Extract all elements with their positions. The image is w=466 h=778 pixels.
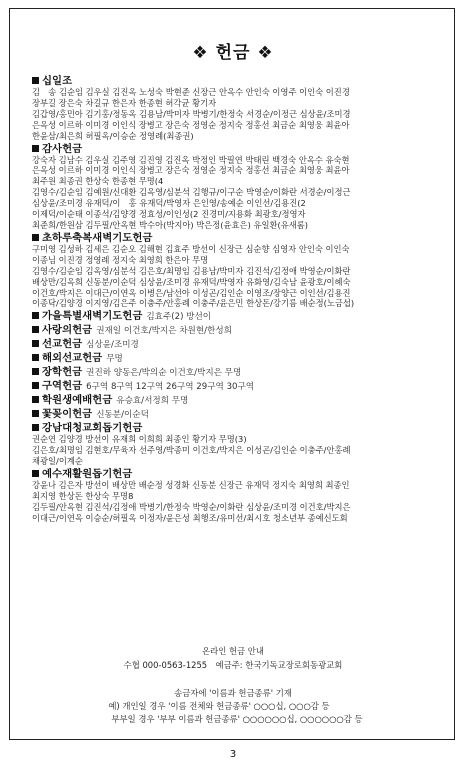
donor-line: 김은호/최명임 김현호/무육자 선주영/박종미 이건호/박지은 이성곤/김인순 이충주/안홍례 <box>32 445 351 456</box>
square-bullet-icon <box>32 382 39 389</box>
section-heading <box>32 352 442 365</box>
section-title: 십일조 <box>42 75 73 87</box>
online-offering-title: 온라인 헌금 안내 <box>202 646 264 656</box>
donor-line: 이종닥/김양경 이지영/김은주 이충주/안홍례 이충주/윤은민 한상돈/강기름 배순정(노금섭) <box>32 298 355 309</box>
donor-line: 배상만/김옥희 신동분/이순덕 심상윤/조미경 유재덕/박영자 유화영/김숙남 윤광호/이혜숙 <box>32 276 351 287</box>
donor-line: 최지영 한상돈 한상숙 무명8 <box>32 490 134 501</box>
square-bullet-icon <box>32 340 39 347</box>
donor-line: 김 송 김순임 김우실 김진옥 노성숙 박현준 신장근 안옥수 안인숙 이영주 이인숙 이진경 <box>32 87 350 97</box>
section-title: 예수재활원돕기헌금 <box>42 468 133 481</box>
section-donors-inline: 6구역 8구역 12구역 26구역 29구역 30구역 <box>86 382 255 393</box>
page-title: ❖ 헌금 ❖ <box>192 43 274 63</box>
section-title: 장학헌금 <box>42 366 83 379</box>
section-donors-inline: 유승효/서정희 무명 <box>116 396 189 407</box>
section-title: 초하루축복새벽기도헌금 <box>42 231 153 244</box>
square-bullet-icon <box>32 470 39 477</box>
donor-line: 장부길 장은숙 차길규 한은자 한종현 허각균 황기자 <box>32 97 217 108</box>
section-title: 감사헌금 <box>42 142 83 155</box>
section-heading <box>32 394 442 407</box>
square-bullet-icon <box>32 326 39 333</box>
section-heading <box>32 338 442 351</box>
donor-line: 이제덕/이순태 이종석/김양경 정효성/이인성(2 진경미/지용화 최광호/정영자 <box>32 209 306 220</box>
section-title: 학원생예배헌금 <box>42 394 113 407</box>
section-donors-inline: 권재일 이건호/박지은 차원현/한성희 <box>96 326 232 337</box>
donor-line: 강숙자 김남수 김우실 김주영 김진영 김진옥 박정인 박필연 박태린 백경숙 안옥수 유숙현 <box>32 154 350 165</box>
donor-line: 김영수/김순임 김옥영/심분석 김은호/최명임 김용남/박미자 김진석/김정애 박영순/이화란 <box>32 265 351 276</box>
donor-line: 김영수/김순임 김예원/신대환 김옥영/심분석 김행규/이구순 박영순/이화란 서경순/이정근 <box>32 187 351 198</box>
section-title: 강남대청교회돕기헌금 <box>42 422 143 435</box>
section-donors-inline: 무명 <box>106 354 123 365</box>
section-heading <box>32 143 442 155</box>
section-heading <box>32 232 442 244</box>
donor-line: 이건호/박지은 이대근/이연옥 이병은/남선아 이성곤/김인순 이영조/장양근 이인선/김용진 <box>32 287 351 298</box>
square-bullet-icon <box>32 234 39 241</box>
section-donors-inline: 심상윤/조미경 <box>86 340 139 351</box>
section-heading <box>32 408 442 421</box>
donor-line: 최주원 최종권 한상숙 한종현 무명(4 <box>32 176 164 187</box>
donor-line: 이종님 이진경 정영례 정지숙 최영희 한은아 무명 <box>32 254 209 265</box>
donor-line: 심상윤/조미경 유재덕/이 홍 유재덕/박영자 은인영/송예순 이인선/김용진(2 <box>32 198 306 209</box>
section-title: 구역헌금 <box>42 380 83 393</box>
section-donors-inline: 권진하 양동은/박의순 이건호/박지은 무명 <box>86 368 242 379</box>
donor-line: 강윤나 김은자 방선이 배상만 배순정 성경화 신동분 신장근 유재덕 정지숙 최영희 최종인 <box>32 480 350 491</box>
remittance-example-individual: 예) 개인일 경우 '이름 전체와 헌금종류' ○○○십, ○○○감 등 <box>108 701 330 711</box>
donor-line: 은옥성 이르하 이미경 이인식 장병고 장은숙 정영순 정지숙 정홍선 최금순 최영웅 최윤아 <box>32 165 350 176</box>
donor-line: 이대근/이연옥 이승순/허필옥 이정자/윤은성 최행조/유미선/최시호 청소년부 종예신도회 <box>32 512 348 523</box>
section-title: 가을특별새벽기도헌금 <box>42 310 143 323</box>
section-heading <box>32 380 442 393</box>
donor-line: 한윤삼/최은희 허필옥/이승순 정영례(최종권) <box>32 130 194 141</box>
section-donors-inline: 김효주(2) 방선이 <box>146 312 212 323</box>
offering-list <box>32 74 442 524</box>
donor-line: 김갑영/홍민아 김기홍/정동옥 김용남/박미자 박병기/한정숙 서경순/이정근 심상윤/조미경 <box>32 108 351 119</box>
page-number: 3 <box>229 749 237 760</box>
donor-line: 채광일/이계순 <box>32 456 83 467</box>
section-heading <box>32 75 442 87</box>
section-title: 선교헌금 <box>42 338 83 351</box>
donor-line: 최준희/한원삼 김두필/안옥현 박수아(박지아) 박은정(윤효은) 유일환(유새롬) <box>32 219 309 230</box>
section-heading <box>32 422 442 434</box>
donor-line: 권순연 김양경 방선이 유재희 이희희 최종인 황기자 무명(3) <box>32 434 247 445</box>
donor-line: 은옥성 이르하 이미경 이인식 장병고 장은숙 정영순 정지숙 정홍선 최금순 최영웅 최윤아 <box>32 119 350 130</box>
section-heading <box>32 366 442 379</box>
square-bullet-icon <box>32 410 39 417</box>
section-heading <box>32 468 442 480</box>
section-title: 사랑의헌금 <box>42 324 93 337</box>
remittance-example-couple: 부부일 경우 '부부 이름과 헌금종류' ○○○○○○십, ○○○○○○감 등 <box>111 714 363 724</box>
remittance-instruction: 송금자에 '이름과 헌금종류' 기재 <box>174 688 292 698</box>
section-title: 해외선교헌금 <box>42 352 103 365</box>
square-bullet-icon <box>32 424 39 431</box>
section-title: 꽃꽂이헌금 <box>42 408 93 421</box>
section-heading <box>32 310 442 323</box>
square-bullet-icon <box>32 312 39 319</box>
bank-account: 수협 000-0563-1255 예금주: 한국기독교장로회동광교회 <box>123 660 343 670</box>
donor-line: 김두필/안옥현 김진석/김정애 박병기/한정숙 박영순/이화란 심상윤/조미경 이건호/박지은 <box>32 501 351 512</box>
square-bullet-icon <box>32 145 39 152</box>
square-bullet-icon <box>32 77 39 84</box>
donor-line: 구미영 김성하 김세은 김순오 김해현 김효주 방선이 신장근 심순향 심영자 안인숙 이인숙 <box>32 243 350 254</box>
section-heading <box>32 324 442 337</box>
section-donors-inline: 신동분/이순덕 <box>96 410 149 421</box>
square-bullet-icon <box>32 368 39 375</box>
square-bullet-icon <box>32 354 39 361</box>
square-bullet-icon <box>32 396 39 403</box>
